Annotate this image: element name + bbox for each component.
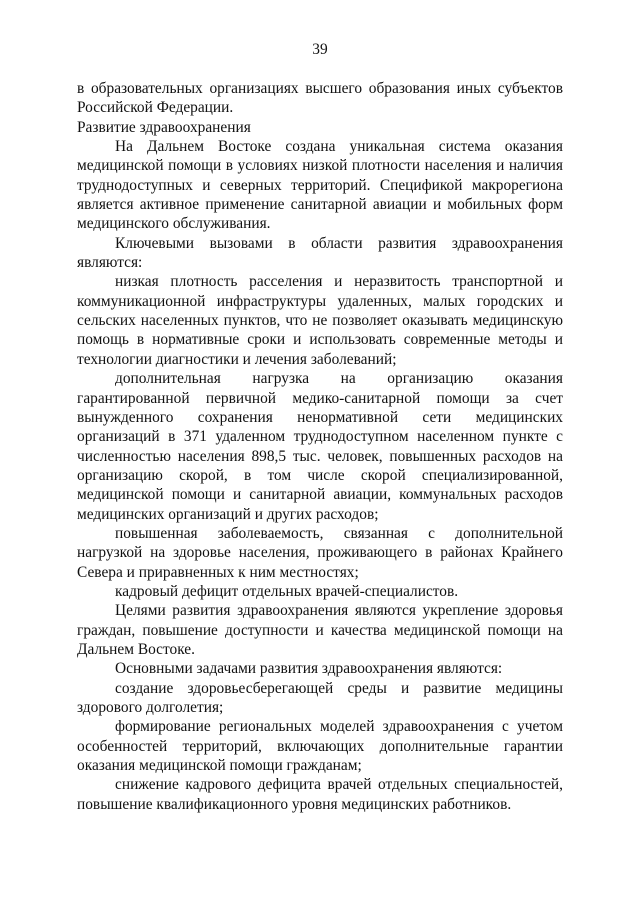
document-body (77, 79, 563, 814)
section-heading: Развитие здравоохранения (77, 118, 251, 136)
paragraph-tasks-lead: Основными задачами развития здравоохранения являются: (115, 660, 503, 678)
paragraph-challenges-lead: Ключевыми вызовами в области развития здравоохранения являются: (77, 234, 563, 272)
list-item-regional-models: формирование региональных моделей здравоохранения с учетом особенностей территорий, включающих дополнительные гарантии оказания медицинской помощи гражданам; (77, 718, 563, 775)
list-item-staff-qualification: снижение кадрового дефицита врачей отдельных специальностей, повышение квалификационного уровня медицинских работников. (77, 776, 563, 813)
list-item-morbidity: повышенная заболеваемость, связанная с дополнительной нагрузкой на здоровье населения, проживающего в районах Крайнего Севера и приравненных к ним местностях; (77, 524, 563, 581)
continued-paragraph: в образовательных организациях высшего образования иных субъектов Российской Федерации. (77, 80, 563, 117)
list-item-healthy-environment: создание здоровьесберегающей среды и развитие медицины здорового долголетия; (77, 679, 563, 716)
list-item-low-density: низкая плотность расселения и неразвитость транспортной и коммуникационной инфраструктуры удаленных, малых городских и сельских населенных пунктов, что не позволяет оказывать медицинскую помощь в нормативные сроки и использовать современные методы и технологии диагностики и лечения заболеваний; (77, 273, 563, 368)
list-item-additional-load: дополнительная нагрузка на организацию оказания гарантированной первичной медико-санитарной помощи за счет вынужденного сохранения ненормативной сети медицинских организаций в 371 удаленном труднодоступном населенном пункте с численностью населения 898,5 тыс. человек, повышенных расходов на организацию скорой, в том числе скорой специализированной, медицинской помощи и санитарной авиации, коммунальных расходов медицинских организаций и других расходов; (77, 370, 563, 523)
list-item-staff-shortage: кадровый дефицит отдельных врачей-специалистов. (115, 582, 459, 600)
paragraph-intro: На Дальнем Востоке создана уникальная система оказания медицинской помощи в условиях низкой плотности населения и наличия труднодоступных и северных территорий. Спецификой макрорегиона является активное применение санитарной авиации и мобильных форм медицинского обслуживания. (77, 138, 563, 233)
page-number: 39 (312, 41, 328, 58)
paragraph-goals: Целями развития здравоохранения являются укрепление здоровья граждан, повышение доступности и качества медицинской помощи на Дальнем Востоке. (77, 602, 563, 658)
